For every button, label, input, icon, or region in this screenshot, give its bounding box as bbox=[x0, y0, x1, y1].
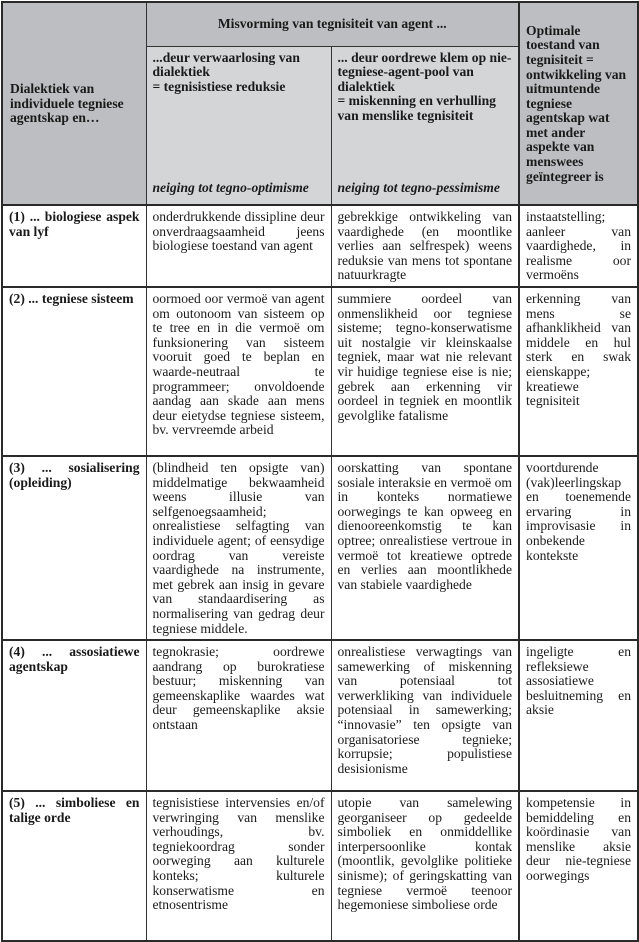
row-label: (2) ... tegniese sisteem bbox=[2, 287, 146, 456]
neglect-cell: (blindheid ten opsigte van) middelmatige bekwaamheid weens illusie van selfgenoegsaamheid; onrealistiese selfagting van individuele agent; of eensydige oordrag van vereiste vaardighede na instrumente, met gebrek aan insig in gevare van standaardisering as normalisering van gedrag deur tegniese middele. bbox=[146, 456, 331, 640]
overemphasis-cell: gebrekkige ontwikkeling van vaardighede (en moontlike verlies aan selfrespek) weens reduksie van mens tot spontane natuurkragte bbox=[331, 205, 519, 287]
table-row bbox=[2, 205, 638, 287]
overemphasis-header-title: ... deur oordrewe klem op nie-tegniese-agent-pool van dialektiek bbox=[337, 49, 512, 94]
neglect-tendency-label: neiging tot tegno-optimisme bbox=[152, 180, 309, 196]
overemphasis-cell: summiere oordeel van onmenslikheid oor tegniese sisteme; tegno-konserwatisme uit nostalgie vir kleinskaalse tegniek, maar wat nie relevant vir huidige tegniese eise is nie; gebrek aan erkenning vir oordeel in tegniek en moontlik gevolglike fatalisme bbox=[331, 287, 519, 456]
neglect-header-subtitle: = tegnisistiese reduksie bbox=[152, 78, 286, 94]
table-row bbox=[2, 287, 638, 456]
overemphasis-cell: utopie van samelewing georganiseer op gedeelde simboliek en onmiddellike interpersoonlike kontak (moontlik, gevolglike politieke sinisme); of geringskatting van tegniese vermoë teenoor hegemoniese simboliese orde bbox=[331, 791, 519, 941]
optimal-column-header: Optimale toestand van tegnisiteit = ontwikkeling van uitmuntende tegniese agentskap wat met ander aspekte van menswees geïntegreer is bbox=[519, 2, 638, 205]
group-header-misvorming: Misvorming van tegnisiteit van agent ... bbox=[146, 2, 519, 46]
neglect-column-header bbox=[146, 46, 331, 205]
row-label: (1) ... biologiese aspek van lyf bbox=[2, 205, 146, 287]
overemphasis-tendency-label: neiging tot tegno-pessimisme bbox=[337, 180, 500, 196]
row-label: (5) ... simboliese en talige orde bbox=[2, 791, 146, 941]
row-label-header: Dialektiek van individuele tegniese agentskap en… bbox=[2, 2, 146, 205]
header-row-top bbox=[2, 2, 638, 46]
overemphasis-cell: onrealistiese verwagtings van samewerking of miskenning van potensiaal tot verwerkliking van individuele potensiaal in samewerking; “innovasie” ten opsigte van organisatoriese tegnieke; korrupsie; populistiese desisionisme bbox=[331, 640, 519, 791]
optimal-cell: kompetensie in bemiddeling en koördinasie van menslike aksie deur nie-tegniese oorwegings bbox=[519, 791, 638, 941]
optimal-cell: erkenning van mens se afhanklikheid van middele en hul sterk en swak eienskappe; kreatiewe tegnisiteit bbox=[519, 287, 638, 456]
row-label: (4) ... assosiatiewe agentskap bbox=[2, 640, 146, 791]
row-label: (3) ... sosialisering (opleiding) bbox=[2, 456, 146, 640]
overemphasis-header-subtitle: = miskenning en verhulling van menslike tegnisiteit bbox=[337, 93, 496, 123]
optimal-cell: instaatstelling; aanleer van vaardighede, in realisme oor vermoëns bbox=[519, 205, 638, 287]
overemphasis-column-header bbox=[331, 46, 519, 205]
neglect-cell: tegnokrasie; oordrewe aandrang op burokratiese bestuur; miskenning van gemeenskaplike waardes wat deur gemeenskaplike aksie ontstaan bbox=[146, 640, 331, 791]
optimal-cell: ingeligte en refleksiewe assosiatiewe besluitneming en aksie bbox=[519, 640, 638, 791]
dialectics-table bbox=[1, 1, 639, 942]
neglect-cell: oormoed oor vermoë van agent om outonoom van sisteem op te tree en in die vermoë om funksionering van sisteem vooruit goed te beplan en waarde-neutraal te programmeer; onvoldoende aandag aan skade aan mens deur eietydse tegniese sisteem, bv. vervreemde arbeid bbox=[146, 287, 331, 456]
table-row bbox=[2, 640, 638, 791]
table-row bbox=[2, 791, 638, 941]
overemphasis-cell: oorskatting van spontane sosiale interaksie en vermoë om in konteks normatiewe oorwegings te kan opweeg en dienooreenkomstig te kan optree; onrealistiese vertroue in vermoë tot kreatiewe optrede en verlies aan moontlikhede van stabiele vaardighede bbox=[331, 456, 519, 640]
optimal-cell: voortdurende (vak)leerlingskap en toenemende ervaring in improvisasie in onbekende kontekste bbox=[519, 456, 638, 640]
neglect-header-title: ...deur verwaarlosing van dialektiek bbox=[152, 49, 300, 80]
table-row bbox=[2, 456, 638, 640]
neglect-cell: tegnisistiese intervensies en/of verwringing van menslike verhoudings, bv. tegniekoordrag sonder oorweging aan kulturele konteks; kulturele konserwatisme en etnosentrisme bbox=[146, 791, 331, 941]
neglect-cell: onderdrukkende dissipline deur onverdraagsaamheid jeens biologiese toestand van agent bbox=[146, 205, 331, 287]
